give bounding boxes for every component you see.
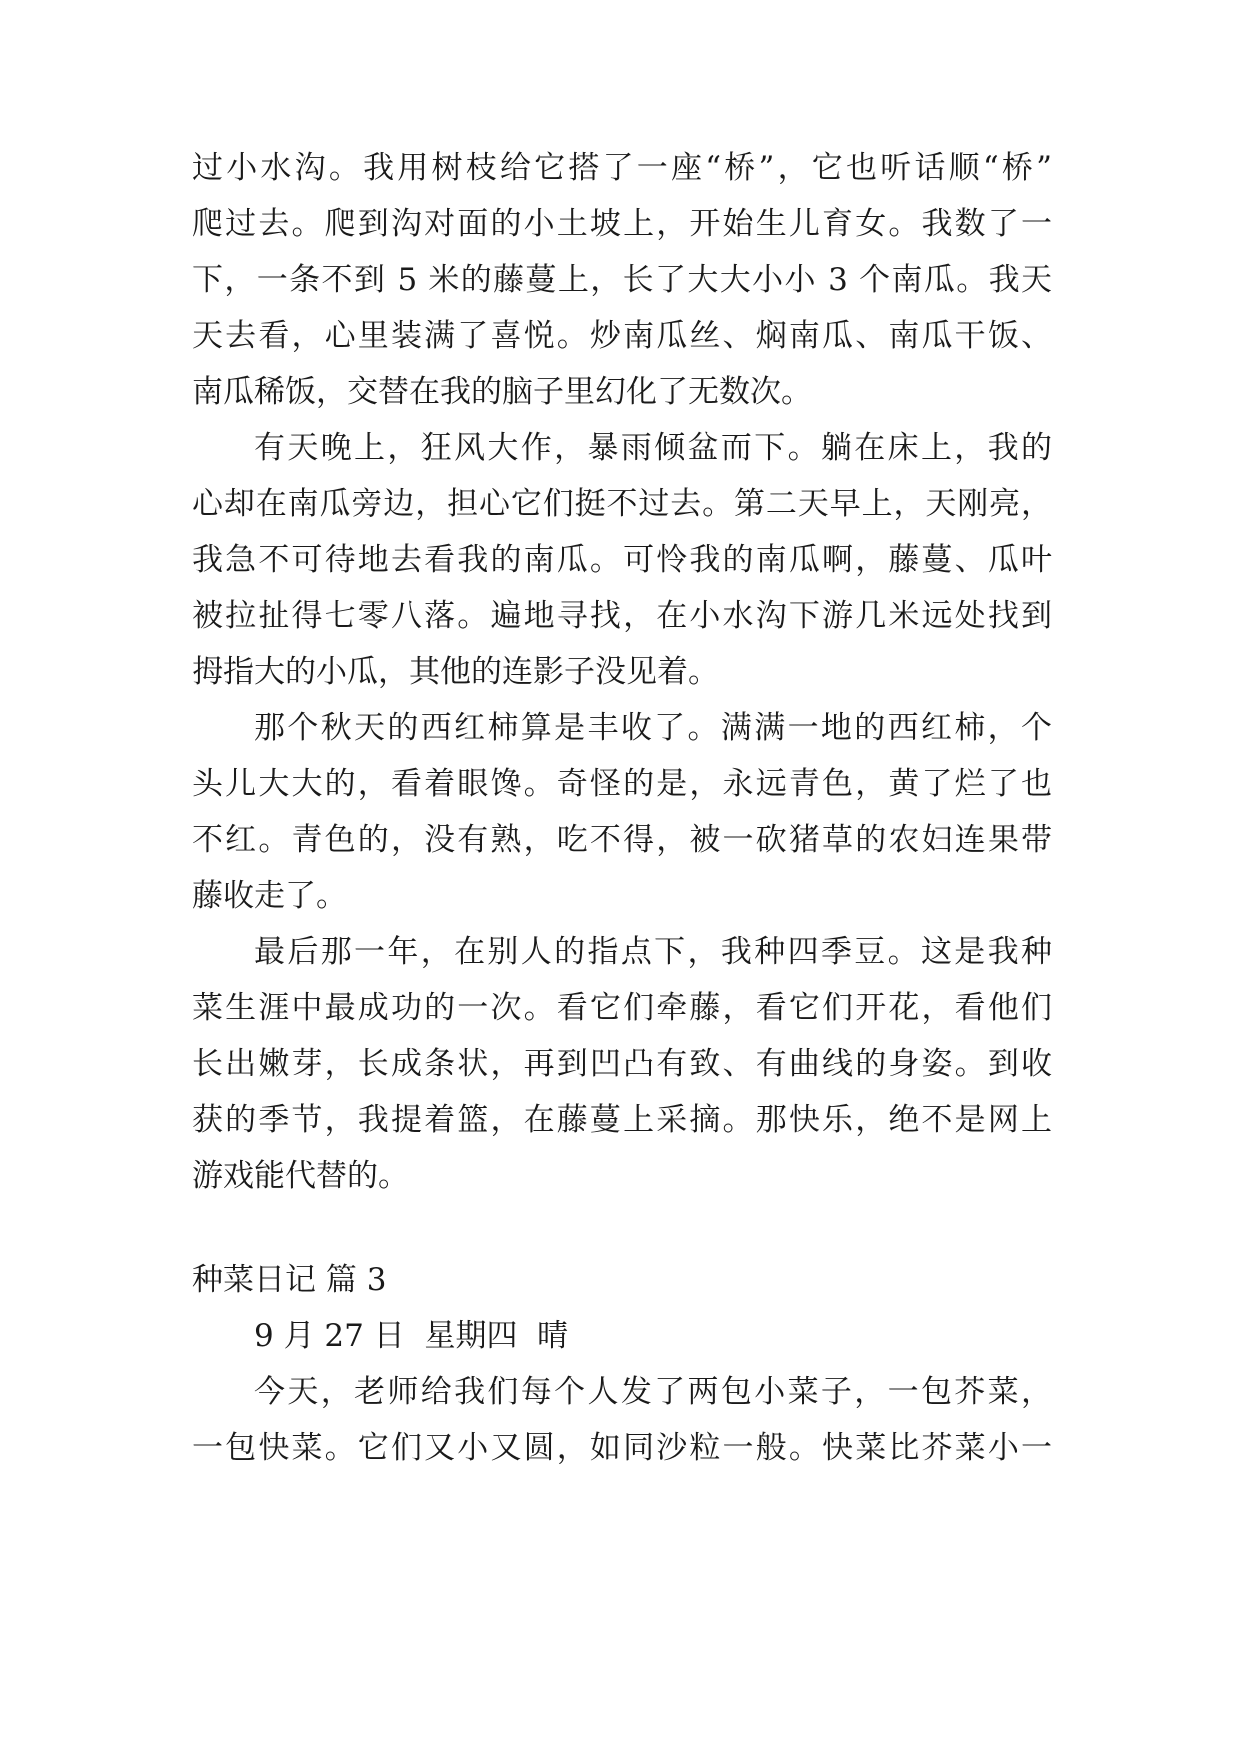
paragraph-line: 头儿大大的，看着眼馋。奇怪的是，永远青色，黄了烂了也 (192, 766, 1052, 802)
paragraph-line: 今天，老师给我们每个人发了两包小菜子，一包芥菜， (254, 1374, 1052, 1410)
paragraph-line: 最后那一年，在别人的指点下，我种四季豆。这是我种 (254, 934, 1052, 970)
paragraph-line: 爬过去。爬到沟对面的小土坡上，开始生儿育女。我数了一 (192, 206, 1052, 242)
paragraph-line: 获的季节，我提着篮，在藤蔓上采摘。那快乐，绝不是网上 (192, 1102, 1052, 1138)
paragraph-line: 心却在南瓜旁边，担心它们挺不过去。第二天早上，天刚亮， (192, 486, 1052, 522)
paragraph-line: 拇指大的小瓜，其他的连影子没见着。 (192, 654, 719, 690)
paragraph-line: 有天晚上，狂风大作，暴雨倾盆而下。躺在床上，我的 (254, 430, 1052, 466)
paragraph-line: 下，一条不到 5 米的藤蔓上，长了大大小小 3 个南瓜。我天 (192, 262, 1052, 298)
paragraph-line: 那个秋天的西红柿算是丰收了。满满一地的西红柿，个 (254, 710, 1052, 746)
paragraph-line: 藤收走了。 (192, 878, 347, 914)
paragraph-line: 南瓜稀饭，交替在我的脑子里幻化了无数次。 (192, 374, 812, 410)
paragraph-line: 过小水沟。我用树枝给它搭了一座“桥”，它也听话顺“桥” (192, 150, 1052, 186)
paragraph-line: 我急不可待地去看我的南瓜。可怜我的南瓜啊，藤蔓、瓜叶 (192, 542, 1052, 578)
paragraph-line: 长出嫩芽，长成条状，再到凹凸有致、有曲线的身姿。到收 (192, 1046, 1052, 1082)
paragraph-line: 天去看，心里装满了喜悦。炒南瓜丝、焖南瓜、南瓜干饭、 (192, 318, 1052, 354)
section-title: 种菜日记 篇 3 (192, 1262, 387, 1298)
diary-date: 9 月 27 日 星期四 晴 (254, 1318, 569, 1354)
paragraph-line: 一包快菜。它们又小又圆，如同沙粒一般。快菜比芥菜小一 (192, 1430, 1052, 1466)
paragraph-line: 菜生涯中最成功的一次。看它们牵藤，看它们开花，看他们 (192, 990, 1052, 1026)
paragraph-line: 不红。青色的，没有熟，吃不得，被一砍猪草的农妇连果带 (192, 822, 1052, 858)
paragraph-line: 游戏能代替的。 (192, 1158, 409, 1194)
paragraph-line: 被拉扯得七零八落。遍地寻找，在小水沟下游几米远处找到 (192, 598, 1052, 634)
